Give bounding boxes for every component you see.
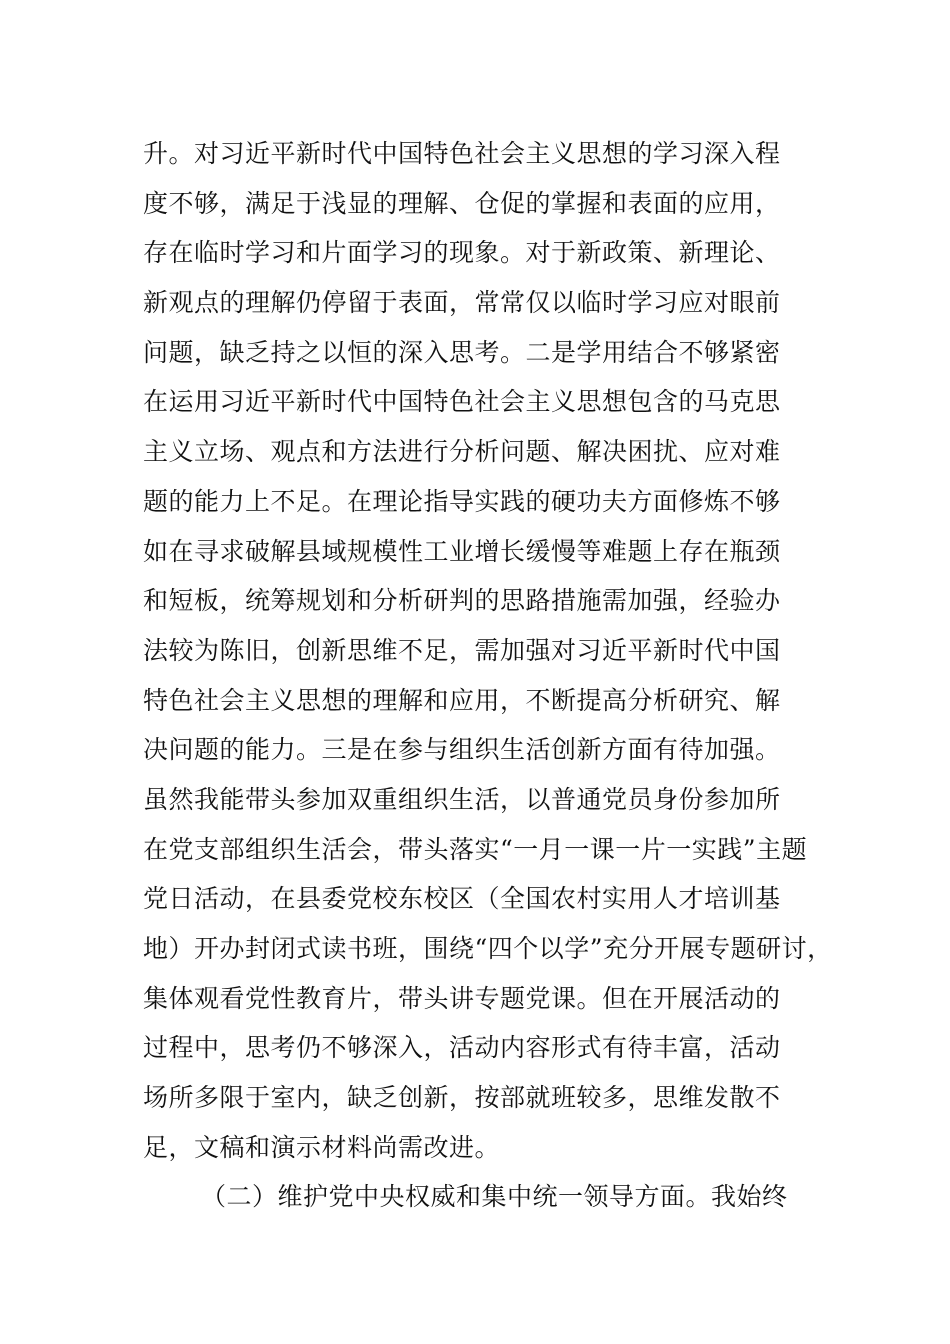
text-line: 足，文稿和演示材料尚需改进。 [143,1132,501,1162]
text-line: 场所多限于室内，缺乏创新，按部就班较多，思维发散不 [143,1083,781,1113]
text-line: 集体观看党性教育片，带头讲专题党课。但在开展活动的 [143,983,781,1013]
text-line: 地）开办封闭式读书班，围绕“四个以学”充分开展专题研讨， [143,934,833,963]
text-line: 法较为陈旧，创新思维不足，需加强对习近平新时代中国 [143,635,781,665]
text-line: 党日活动，在县委党校东校区（全国农村实用人才培训基 [143,884,781,914]
section-heading-line: （二）维护党中央权威和集中统一领导方面。我始终 [201,1182,788,1212]
text-line: 如在寻求破解县域规模性工业增长缓慢等难题上存在瓶颈 [143,536,781,566]
text-line: 题的能力上不足。在理论指导实践的硬功夫方面修炼不够 [143,486,781,516]
body-text [143,129,833,1222]
text-line: 主义立场、观点和方法进行分析问题、解决困扰、应对难 [143,437,781,467]
text-line: 在党支部组织生活会，带头落实“一月一课一片一实践”主题 [143,834,808,864]
text-line: 特色社会主义思想的理解和应用，不断提高分析研究、解 [143,685,781,715]
text-line: 度不够，满足于浅显的理解、仓促的掌握和表面的应用， [143,188,781,218]
text-line: 问题，缺乏持之以恒的深入思考。二是学用结合不够紧密 [143,337,781,367]
text-line: 决问题的能力。三是在参与组织生活创新方面有待加强。 [143,735,781,765]
text-line: 新观点的理解仍停留于表面，常常仅以临时学习应对眼前 [143,288,781,318]
text-line: 在运用习近平新时代中国特色社会主义思想包含的马克思 [143,387,781,417]
text-line: 升。对习近平新时代中国特色社会主义思想的学习深入程 [143,139,781,168]
text-line: 存在临时学习和片面学习的现象。对于新政策、新理论、 [143,238,781,268]
text-line: 过程中，思考仍不够深入，活动内容形式有待丰富，活动 [143,1033,781,1063]
text-line: 虽然我能带头参加双重组织生活，以普通党员身份参加所 [143,784,781,814]
text-line: 和短板，统筹规划和分析研判的思路措施需加强，经验办 [143,586,781,616]
